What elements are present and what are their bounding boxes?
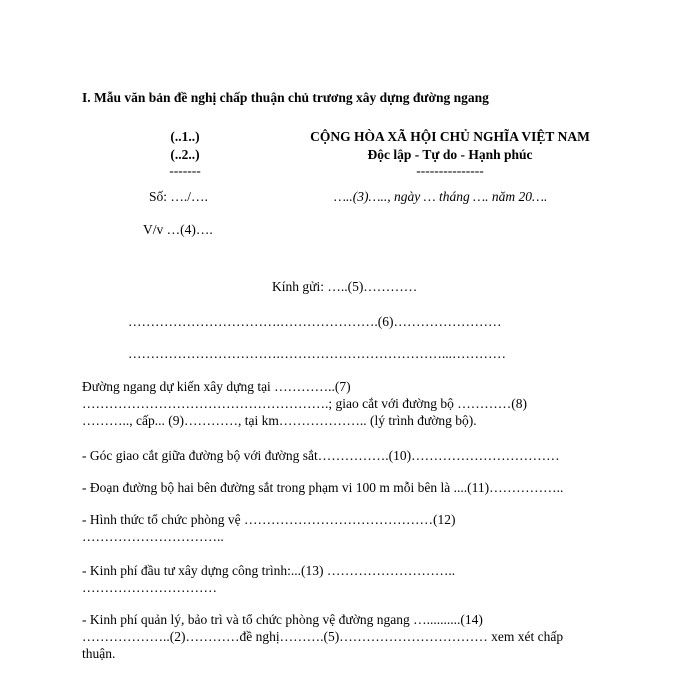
item-12-line-2: ………………………….. <box>82 529 224 544</box>
agency-rule: ------- <box>169 163 201 178</box>
item-13-line-1: - Kinh phí đầu tư xây dựng công trình:...(13) ……………………….. <box>82 563 456 578</box>
place-date: …..(3)….., ngày … tháng …. năm 20…. <box>334 189 548 204</box>
item-13-line-2: ………………………… <box>82 580 217 595</box>
recipient-line-1: …………………………….………………….(6)…………………… <box>128 314 502 329</box>
recipient-line-2: …………………………….………………………………...………… <box>128 346 506 361</box>
para1-line-3: ……….., cấp... (9)…………, tại km……………….. (lý trình đường bộ). <box>82 413 477 428</box>
national-title: CỘNG HÒA XÃ HỘI CHỦ NGHĨA VIỆT NAM <box>310 129 590 144</box>
item-14-line-3: thuận. <box>82 646 116 661</box>
document-number: Số: …./…. <box>149 189 208 204</box>
item-14-line-2: ………………..(2)…………đề nghị……….(5)…………………………… xem xét chấp <box>82 629 564 644</box>
para1-line-1: Đường ngang dự kiến xây dựng tại …………..(7) <box>82 379 351 394</box>
document-heading: I. Mẫu văn bản đề nghị chấp thuận chủ trương xây dựng đường ngang <box>82 90 489 105</box>
item-10: - Góc giao cắt giữa đường bộ với đường sắt…………….(10)…………………………… <box>82 448 560 463</box>
agency-name: (..2..) <box>170 147 200 162</box>
kinh-gui: Kính gửi: …..(5)………… <box>272 279 418 294</box>
item-12-line-1: - Hình thức tổ chức phòng vệ ……………………………………(12) <box>82 512 456 527</box>
national-motto: Độc lập - Tự do - Hạnh phúc <box>367 147 533 162</box>
para1-line-2: ……………………………………………….; giao cắt với đường bộ …………(8) <box>82 396 527 411</box>
agency-parent: (..1..) <box>170 129 200 144</box>
item-14-line-1: - Kinh phí quản lý, bảo trì và tổ chức phòng vệ đường ngang …..........(14) <box>82 612 483 627</box>
motto-rule: --------------- <box>416 163 484 178</box>
item-11: - Đoạn đường bộ hai bên đường sắt trong phạm vi 100 m mỗi bên là ....(11)…………….. <box>82 480 564 495</box>
document-subject: V/v …(4)…. <box>143 222 213 237</box>
